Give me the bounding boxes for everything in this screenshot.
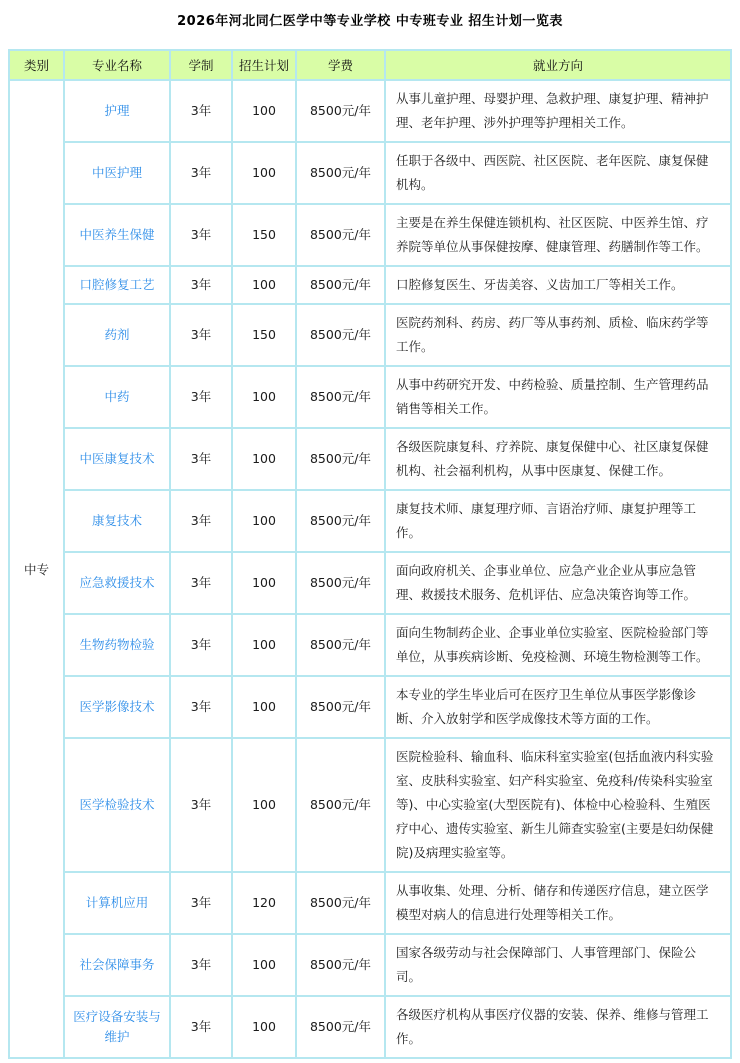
tuition-cell: 8500元/年 (296, 266, 385, 304)
table-row (9, 304, 731, 366)
major-link[interactable]: 计算机应用 (85, 895, 149, 910)
table-row (9, 738, 731, 872)
quota-cell: 100 (232, 366, 296, 428)
career-cell: 国家各级劳动与社会保障部门、人事管理部门、保险公司。 (385, 934, 731, 996)
major-link[interactable]: 口腔修复工艺 (79, 277, 155, 292)
major-link[interactable]: 中医养生保健 (79, 227, 155, 242)
duration-cell: 3年 (170, 204, 232, 266)
tuition-cell: 8500元/年 (296, 552, 385, 614)
career-cell: 从事收集、处理、分析、储存和传递医疗信息，建立医学模型对病人的信息进行处理等相关工作。 (385, 872, 731, 934)
duration-cell: 3年 (170, 996, 232, 1058)
duration-cell: 3年 (170, 266, 232, 304)
major-link[interactable]: 中医护理 (91, 165, 142, 180)
quota-cell: 100 (232, 428, 296, 490)
tuition-cell: 8500元/年 (296, 142, 385, 204)
major-link[interactable]: 中药 (104, 389, 130, 404)
quota-cell: 100 (232, 996, 296, 1058)
quota-cell: 120 (232, 872, 296, 934)
column-header: 学费 (296, 50, 385, 80)
major-link[interactable]: 医疗设备安装与维护 (73, 1008, 161, 1044)
tuition-cell: 8500元/年 (296, 80, 385, 142)
table-row (9, 366, 731, 428)
tuition-cell: 8500元/年 (296, 428, 385, 490)
duration-cell: 3年 (170, 304, 232, 366)
major-link[interactable]: 护理 (104, 103, 130, 118)
tuition-cell: 8500元/年 (296, 738, 385, 872)
category-cell: 中专 (9, 80, 64, 1058)
tuition-cell: 8500元/年 (296, 934, 385, 996)
major-link[interactable]: 应急救援技术 (79, 575, 155, 590)
major-link[interactable]: 药剂 (104, 327, 130, 342)
tuition-cell: 8500元/年 (296, 614, 385, 676)
tuition-cell: 8500元/年 (296, 366, 385, 428)
career-cell: 面向政府机关、企事业单位、应急产业企业从事应急管理、救援技术服务、危机评估、应急决策咨询等工作。 (385, 552, 731, 614)
quota-cell: 100 (232, 738, 296, 872)
table-row (9, 676, 731, 738)
duration-cell: 3年 (170, 552, 232, 614)
career-cell: 从事儿童护理、母婴护理、急救护理、康复护理、精神护理、老年护理、涉外护理等护理相关工作。 (385, 80, 731, 142)
table-row (9, 996, 731, 1058)
career-cell: 主要是在养生保健连锁机构、社区医院、中医养生馆、疗养院等单位从事保健按摩、健康管理、药膳制作等工作。 (385, 204, 731, 266)
table-row (9, 614, 731, 676)
major-link[interactable]: 医学影像技术 (79, 699, 155, 714)
enrollment-plan-table (8, 49, 732, 1059)
column-header: 学制 (170, 50, 232, 80)
quota-cell: 100 (232, 266, 296, 304)
career-cell: 康复技术师、康复理疗师、言语治疗师、康复护理等工作。 (385, 490, 731, 552)
tuition-cell: 8500元/年 (296, 996, 385, 1058)
page-title: 2026年河北同仁医学中等专业学校 中专班专业 招生计划一览表 (177, 14, 563, 29)
quota-cell: 100 (232, 142, 296, 204)
table-row (9, 428, 731, 490)
tuition-cell: 8500元/年 (296, 490, 385, 552)
table-row (9, 204, 731, 266)
career-cell: 本专业的学生毕业后可在医疗卫生单位从事医学影像诊断、介入放射学和医学成像技术等方面的工作。 (385, 676, 731, 738)
duration-cell: 3年 (170, 366, 232, 428)
table-body (9, 80, 731, 1058)
duration-cell: 3年 (170, 490, 232, 552)
major-link[interactable]: 医学检验技术 (79, 797, 155, 812)
major-link[interactable]: 社会保障事务 (79, 957, 155, 972)
quota-cell: 150 (232, 204, 296, 266)
table-row (9, 872, 731, 934)
duration-cell: 3年 (170, 80, 232, 142)
career-cell: 从事中药研究开发、中药检验、质量控制、生产管理药品销售等相关工作。 (385, 366, 731, 428)
duration-cell: 3年 (170, 934, 232, 996)
quota-cell: 100 (232, 490, 296, 552)
column-header: 类别 (9, 50, 64, 80)
major-link[interactable]: 生物药物检验 (79, 637, 155, 652)
career-cell: 各级医院康复科、疗养院、康复保健中心、社区康复保健机构、社会福利机构，从事中医康复、保健工作。 (385, 428, 731, 490)
table-row (9, 142, 731, 204)
quota-cell: 100 (232, 676, 296, 738)
tuition-cell: 8500元/年 (296, 204, 385, 266)
tuition-cell: 8500元/年 (296, 872, 385, 934)
quota-cell: 100 (232, 552, 296, 614)
table-row (9, 552, 731, 614)
tuition-cell: 8500元/年 (296, 676, 385, 738)
duration-cell: 3年 (170, 676, 232, 738)
duration-cell: 3年 (170, 738, 232, 872)
column-header: 就业方向 (385, 50, 731, 80)
table-row (9, 490, 731, 552)
column-header: 招生计划 (232, 50, 296, 80)
career-cell: 任职于各级中、西医院、社区医院、老年医院、康复保健机构。 (385, 142, 731, 204)
quota-cell: 100 (232, 614, 296, 676)
quota-cell: 100 (232, 80, 296, 142)
career-cell: 面向生物制药企业、企事业单位实验室、医院检验部门等单位，从事疾病诊断、免疫检测、环境生物检测等工作。 (385, 614, 731, 676)
tuition-cell: 8500元/年 (296, 304, 385, 366)
career-cell: 口腔修复医生、牙齿美容、义齿加工厂等相关工作。 (385, 266, 731, 304)
duration-cell: 3年 (170, 872, 232, 934)
table-header-row (9, 50, 731, 80)
table-row (9, 80, 731, 142)
duration-cell: 3年 (170, 614, 232, 676)
duration-cell: 3年 (170, 428, 232, 490)
major-link[interactable]: 康复技术 (91, 513, 142, 528)
table-row (9, 266, 731, 304)
career-cell: 医院药剂科、药房、药厂等从事药剂、质检、临床药学等工作。 (385, 304, 731, 366)
major-link[interactable]: 中医康复技术 (79, 451, 155, 466)
quota-cell: 150 (232, 304, 296, 366)
career-cell: 各级医疗机构从事医疗仪器的安装、保养、维修与管理工作。 (385, 996, 731, 1058)
table-row (9, 934, 731, 996)
career-cell: 医院检验科、输血科、临床科室实验室(包括血液内科实验室、皮肤科实验室、妇产科实验室、免疫科/传染科实验室等)、中心实验室(大型医院有)、体检中心检验科、生殖医疗中心、遗传实验室、新生儿筛查实验室(主要是妇幼保健院)及病理实验室等。 (385, 738, 731, 872)
quota-cell: 100 (232, 934, 296, 996)
column-header: 专业名称 (64, 50, 170, 80)
duration-cell: 3年 (170, 142, 232, 204)
